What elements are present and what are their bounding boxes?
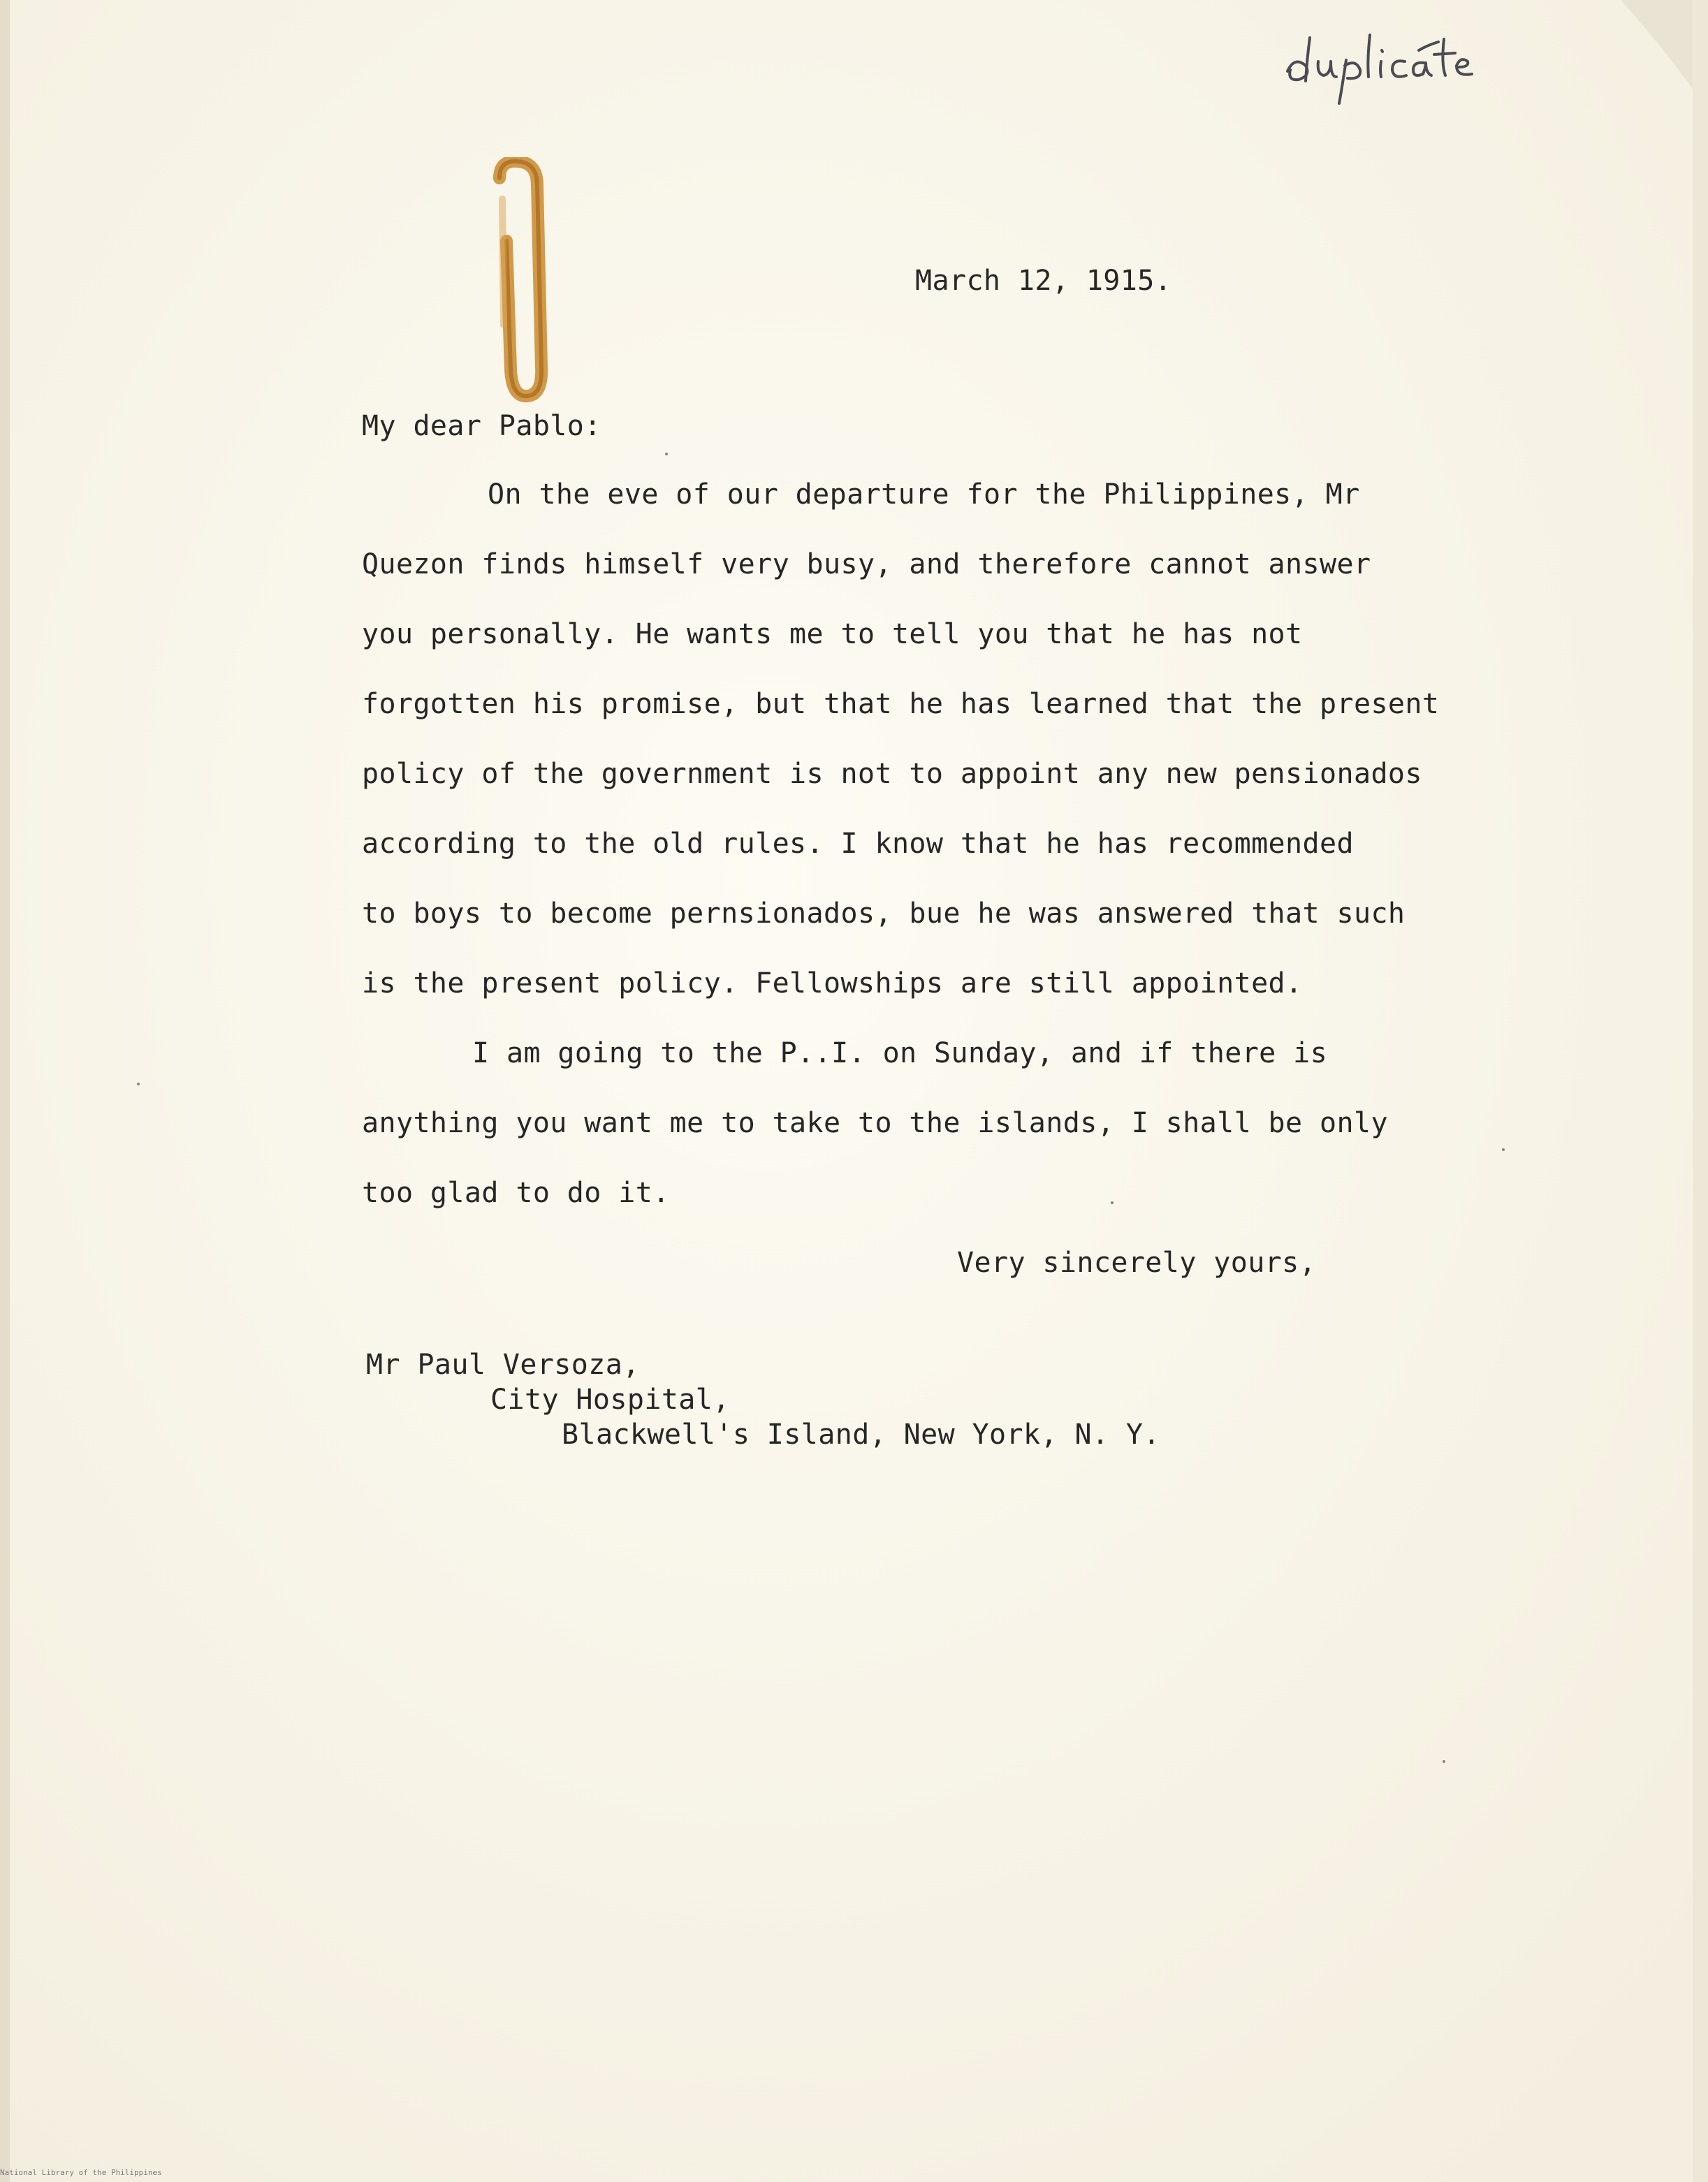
paper-right-edge [1693,0,1708,2182]
body-line: is the present policy. Fellowships are still appointed. [362,967,1303,1000]
scan-source-strip: National Library of the Philippines [0,2168,162,2177]
handwritten-annotation [1282,29,1547,106]
recipient-institution: City Hospital, [490,1384,730,1416]
paper-speck [1111,1201,1114,1204]
body-line: I am going to the P..I. on Sunday, and if there is [472,1037,1328,1069]
body-line: Quezon finds himself very busy, and therefore cannot answer [362,548,1371,580]
paper-left-edge [0,0,10,2182]
paper-speck [665,453,668,455]
paper-clip-stain [472,157,583,409]
letter-closing: Very sincerely yours, [957,1247,1317,1279]
paper-speck [137,1083,140,1085]
recipient-location: Blackwell's Island, New York, N. Y. [562,1419,1160,1451]
body-line: On the eve of our departure for the Philippines, Mr [488,478,1360,511]
paper-speck [1502,1148,1505,1151]
paper-speck [1443,1760,1445,1763]
letter-date: March 12, 1915. [915,265,1172,297]
letter-salutation: My dear Pablo: [362,410,601,442]
recipient-name: Mr Paul Versoza, [366,1349,640,1381]
body-line: too glad to do it. [362,1177,670,1209]
body-line: you personally. He wants me to tell you that he has not [362,618,1303,650]
body-line: to boys to become pernsionados, bue he was answered that such [362,898,1406,930]
body-line: according to the old rules. I know that he has recommended [362,828,1354,860]
body-line: policy of the government is not to appoint any new pensionados [362,758,1422,790]
body-line: anything you want me to take to the islands, I shall be only [362,1107,1388,1139]
body-line: forgotten his promise, but that he has learned that the present [362,688,1440,720]
